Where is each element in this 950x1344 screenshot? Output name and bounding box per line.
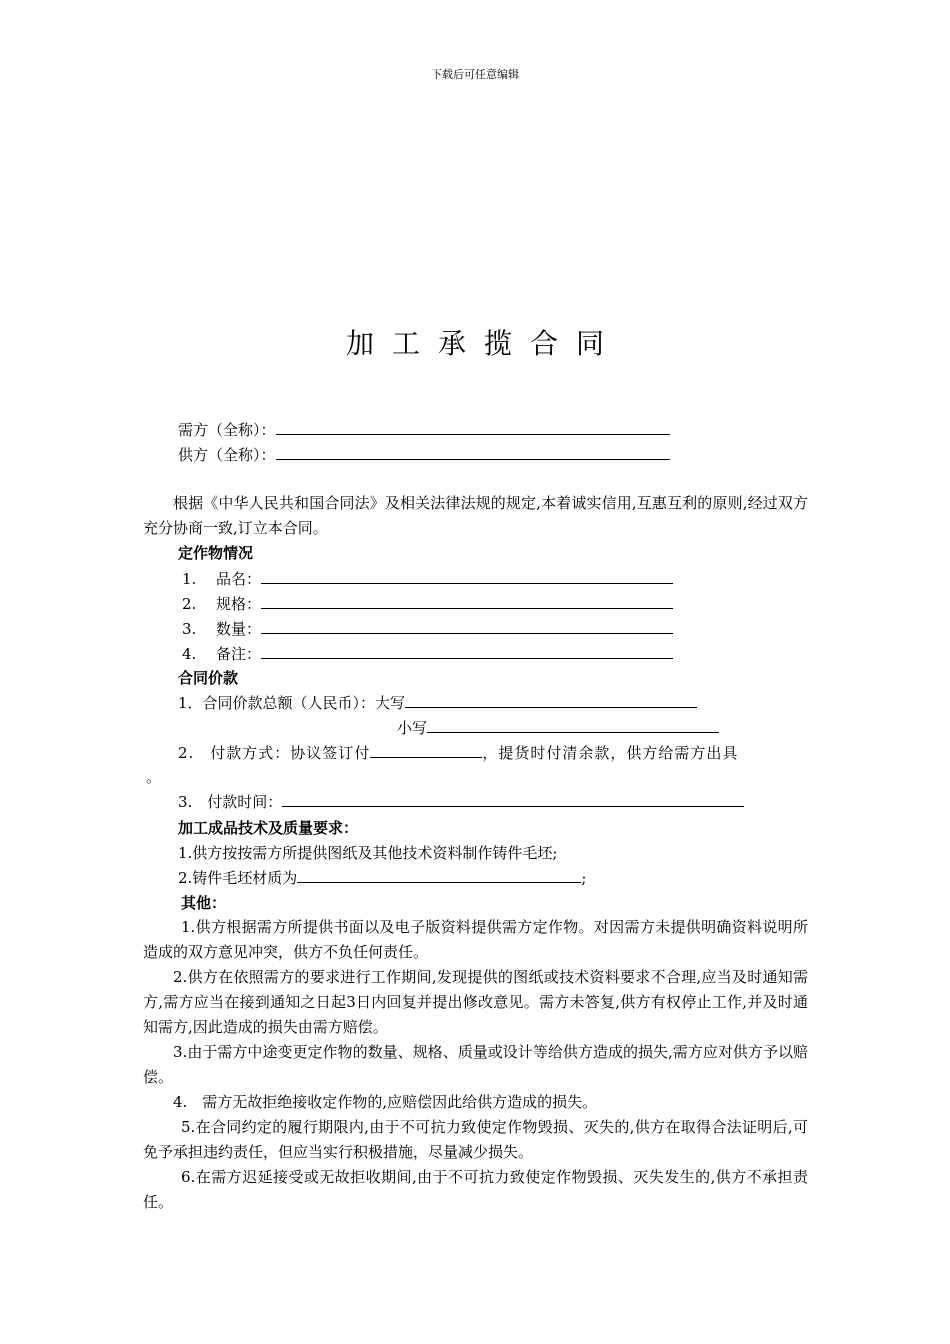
total-amount-lowercase-blank[interactable] [427,718,719,733]
section-heading-other: 其他： [181,894,227,912]
total-amount-small-line [397,717,719,738]
supplier-label: 供方（全称）： [178,446,276,464]
buyer-blank[interactable] [276,420,670,435]
item-row [182,593,673,614]
material-blank[interactable] [297,868,581,883]
item-blank-name[interactable] [261,569,673,584]
supplier-line [178,444,670,465]
material-tail: ; [581,869,587,887]
buyer-line [178,419,670,440]
quality-line-1: 1.供方按按需方所提供图纸及其他技术资料制作铸件毛坯; [178,844,558,862]
item-label: 备注： [216,645,262,663]
other-clause-1: 1.供方根据需方所提供书面以及电子版资料提供需方定作物。对因需方未提供明确资料说明所造成的双方意见冲突，供方不负任何责任。 [143,918,808,961]
item-label: 规格： [216,595,262,613]
supplier-blank[interactable] [276,445,670,460]
item-num: 2. [182,595,197,613]
payment-time-blank[interactable] [282,792,744,807]
payment-method-label: 2. 付款方式：协议签订付 [178,744,371,762]
payment-time-label: 3. 付款时间： [178,793,283,811]
small-amount-label: 小写 [397,719,428,737]
other-clause-5: 5.在合同约定的履行期限内,由于不可抗力致使定作物毁损、灭失的,供方在取得合法证明后,可免予承担违约责任，但应当实行积极措施，尽量减少损失。 [143,1118,808,1161]
material-label: 2.铸件毛坯材质为 [178,869,298,887]
item-row [182,568,673,589]
payment-method-tail: 。 [146,768,162,786]
page-title: 加工承揽合同 [345,327,622,360]
section-heading-item: 定作物情况 [178,544,254,562]
item-blank-qty[interactable] [261,619,673,634]
item-row [182,643,673,664]
payment-method-blank[interactable] [370,743,482,758]
section-heading-price: 合同价款 [178,669,239,687]
item-blank-note[interactable] [261,644,673,659]
header-note: 下载后可任意编辑 [431,68,519,81]
item-num: 1. [182,570,197,588]
total-amount-line [178,692,697,713]
item-blank-spec[interactable] [261,594,673,609]
item-row [182,618,673,639]
total-amount-uppercase-blank[interactable] [405,693,697,708]
payment-method-line [178,742,738,763]
buyer-label: 需方（全称）： [178,421,276,439]
item-num: 3. [182,620,197,638]
section-heading-quality: 加工成品技术及质量要求： [178,819,359,837]
quality-line-2 [178,867,586,888]
other-clause-2: 2.供方在依照需方的要求进行工作期间,发现提供的图纸或技术资料要求不合理,应当及时通知需方,需方应当在接到通知之日起3日内回复并提出修改意见。需方未答复,供方有权停止工作,并及时通知需方,因此造成的损失由需方赔偿。 [143,968,808,1036]
payment-time-line [178,791,744,812]
other-clause-6: 6.在需方迟延接受或无故拒收期间,由于不可抗力致使定作物毁损、灭失发生的,供方不承担责任。 [143,1168,808,1211]
payment-method-text: ，提货时付清余款，供方给需方出具 [482,744,739,762]
other-clause-4: 4. 需方无故拒绝接收定作物的,应赔偿因此给供方造成的损失。 [173,1093,598,1111]
other-clause-3: 3.由于需方中途变更定作物的数量、规格、质量或设计等给供方造成的损失,需方应对供方予以赔偿。 [143,1043,808,1086]
intro-paragraph: 根据《中华人民共和国合同法》及相关法律法规的规定,本着诚实信用,互惠互利的原则,经过双方充分协商一致,订立本合同。 [143,494,808,537]
total-amount-label: 1．合同价款总额（人民币）：大写 [178,694,406,712]
item-num: 4. [182,645,197,663]
item-label: 数量： [216,620,262,638]
item-label: 品名： [216,570,262,588]
